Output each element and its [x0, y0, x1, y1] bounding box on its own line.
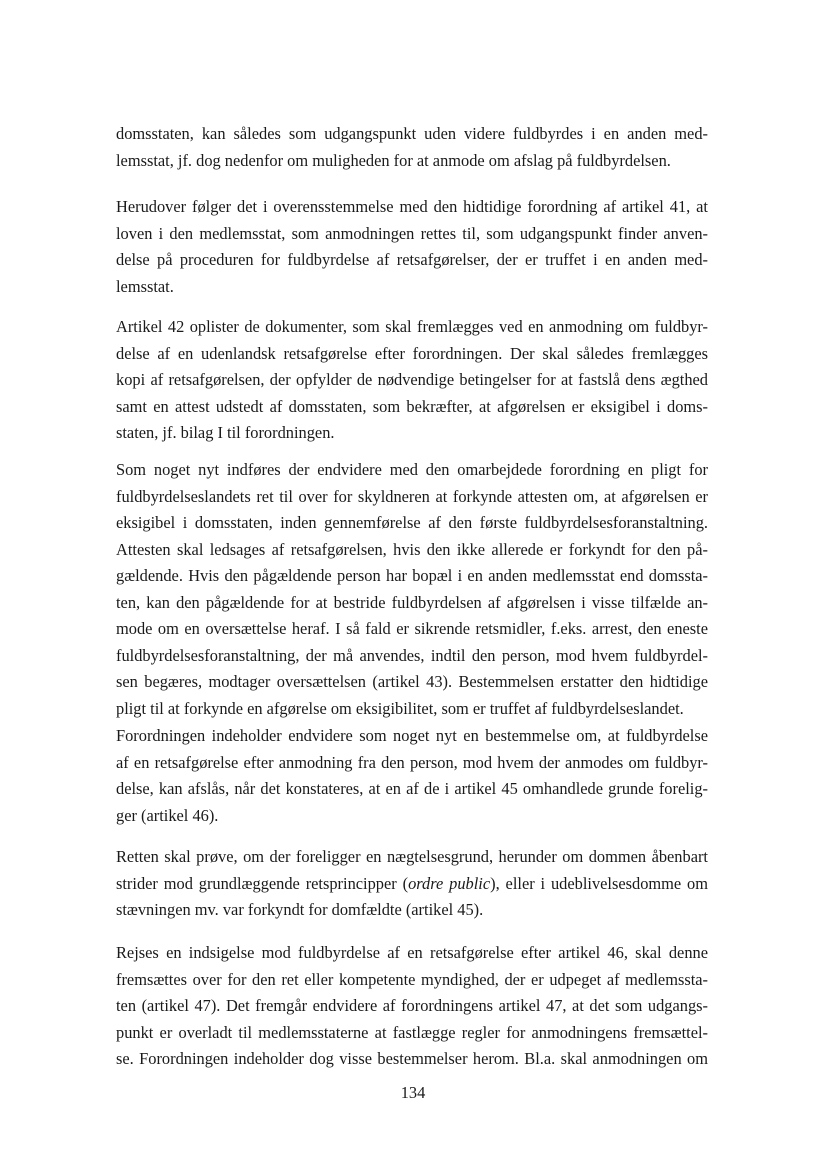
paragraph-line: Herudover følger det i overensstemmelse med den hidtidige forordning af artikel 41, at	[116, 197, 708, 216]
paragraph-line: Rejses en indsigelse mod fuldbyrdelse af en retsafgørelse efter artikel 46, skal denne	[116, 943, 708, 962]
paragraph-line: gældende. Hvis den pågældende person har bopæl i en anden medlemsstat end domssta-	[116, 566, 708, 585]
paragraph-6	[116, 844, 708, 924]
paragraph-line: delse på proceduren for fuldbyrdelse af retsafgørelser, der er truffet i en anden med-	[116, 250, 708, 269]
line-text-after-italic: ), eller i udeblivelsesdomme om	[490, 873, 708, 893]
paragraph-line: Artikel 42 oplister de dokumenter, som skal fremlægges ved en anmodning om fuldbyr-	[116, 317, 708, 336]
paragraph-line: delse af en udenlandsk retsafgørelse efter forordningen. Der skal således fremlægges	[116, 343, 708, 363]
paragraph-line: Retten skal prøve, om der foreligger en nægtelsesgrund, herunder om dommen åbenbart	[116, 847, 708, 866]
paragraph-line: lemsstat.	[116, 276, 174, 296]
paragraph-line: ten, kan den pågældende for at bestride fuldbyrdelsen af afgørelsen i visse tilfælde an-	[116, 592, 708, 612]
paragraph-line: Forordningen indeholder endvidere som noget nyt en bestemmelse om, at fuldbyrdelse	[116, 726, 708, 745]
paragraph-line: pligt til at forkynde en afgørelse om eksigibilitet, som er truffet af fuldbyrdelseslandet.	[116, 698, 684, 718]
italic-term: ordre public	[408, 873, 491, 893]
page-number: 134	[400, 1083, 426, 1102]
paragraph-line: delse, kan afslås, når det konstateres, at en af de i artikel 45 omhandlede grunde forelig-	[116, 779, 708, 798]
paragraph-line: Attesten skal ledsages af retsafgørelsen, hvis den ikke allerede er forkyndt for den på-	[116, 539, 708, 559]
paragraph-line-with-italic	[116, 871, 708, 898]
paragraph-line: staten, jf. bilag I til forordningen.	[116, 423, 335, 442]
paragraph-2	[116, 194, 708, 300]
paragraph-4	[116, 457, 708, 722]
paragraph-line: samt en attest udstedt af domsstaten, som bekræfter, at afgørelsen er eksigibel i doms-	[116, 396, 708, 416]
paragraph-line: af en retsafgørelse efter anmodning fra den person, mod hvem der anmodes om fuldbyr-	[116, 752, 708, 772]
paragraph-line: fuldbyrdelseslandets ret til over for skyldneren at forkynde attesten om, at afgørelsen er	[116, 486, 708, 506]
paragraph-line: mode om en oversættelse heraf. I så fald er sikrende retsmidler, f.eks. arrest, den eneste	[116, 619, 708, 638]
paragraph-line: lemsstat, jf. dog nedenfor om muligheden for at anmode om afslag på fuldbyrdelsen.	[116, 150, 671, 170]
paragraph-line: Som noget nyt indføres der endvidere med den omarbejdede forordning en pligt for	[116, 460, 708, 479]
paragraph-line: sen begæres, modtager oversættelsen (artikel 43). Bestemmelsen erstatter den hidtidige	[116, 672, 708, 691]
paragraph-3	[116, 314, 708, 447]
paragraph-line: fremsættes over for den ret eller kompetente myndighed, der er udpeget af medlemssta-	[116, 969, 708, 989]
paragraph-line: loven i den medlemsstat, som anmodningen rettes til, som udgangspunkt finder anven-	[116, 223, 708, 243]
paragraph-line: domsstaten, kan således som udgangspunkt uden videre fuldbyrdes i en anden med-	[116, 124, 708, 143]
paragraph-line: ger (artikel 46).	[116, 805, 219, 825]
paragraph-5	[116, 723, 708, 829]
paragraph-line: punkt er overladt til medlemsstaterne at fastlægge regler for anmodningens fremsættel-	[116, 1022, 708, 1042]
paragraph-line: ten (artikel 47). Det fremgår endvidere af forordningens artikel 47, at det som udgangs-	[116, 996, 708, 1015]
paragraph-line: kopi af retsafgørelsen, der opfylder de nødvendige betingelser for at fastslå dens ægthed	[116, 370, 708, 389]
paragraph-line: fuldbyrdelsesforanstaltning, der må anvendes, indtil den person, mod hvem fuldbyrdel-	[116, 645, 708, 665]
paragraph-1	[116, 121, 708, 174]
paragraph-line: se. Forordningen indeholder dog visse bestemmelser herom. Bl.a. skal anmodningen om	[116, 1049, 708, 1068]
line-text-before-italic: strider mod grundlæggende retsprincipper (	[116, 873, 409, 893]
paragraph-7	[116, 940, 708, 1073]
paragraph-line: stævningen mv. var forkyndt for domfældte (artikel 45).	[116, 900, 484, 919]
paragraph-line: eksigibel i domsstaten, inden gennemførelse af den første fuldbyrdelsesforanstaltning.	[116, 513, 708, 532]
